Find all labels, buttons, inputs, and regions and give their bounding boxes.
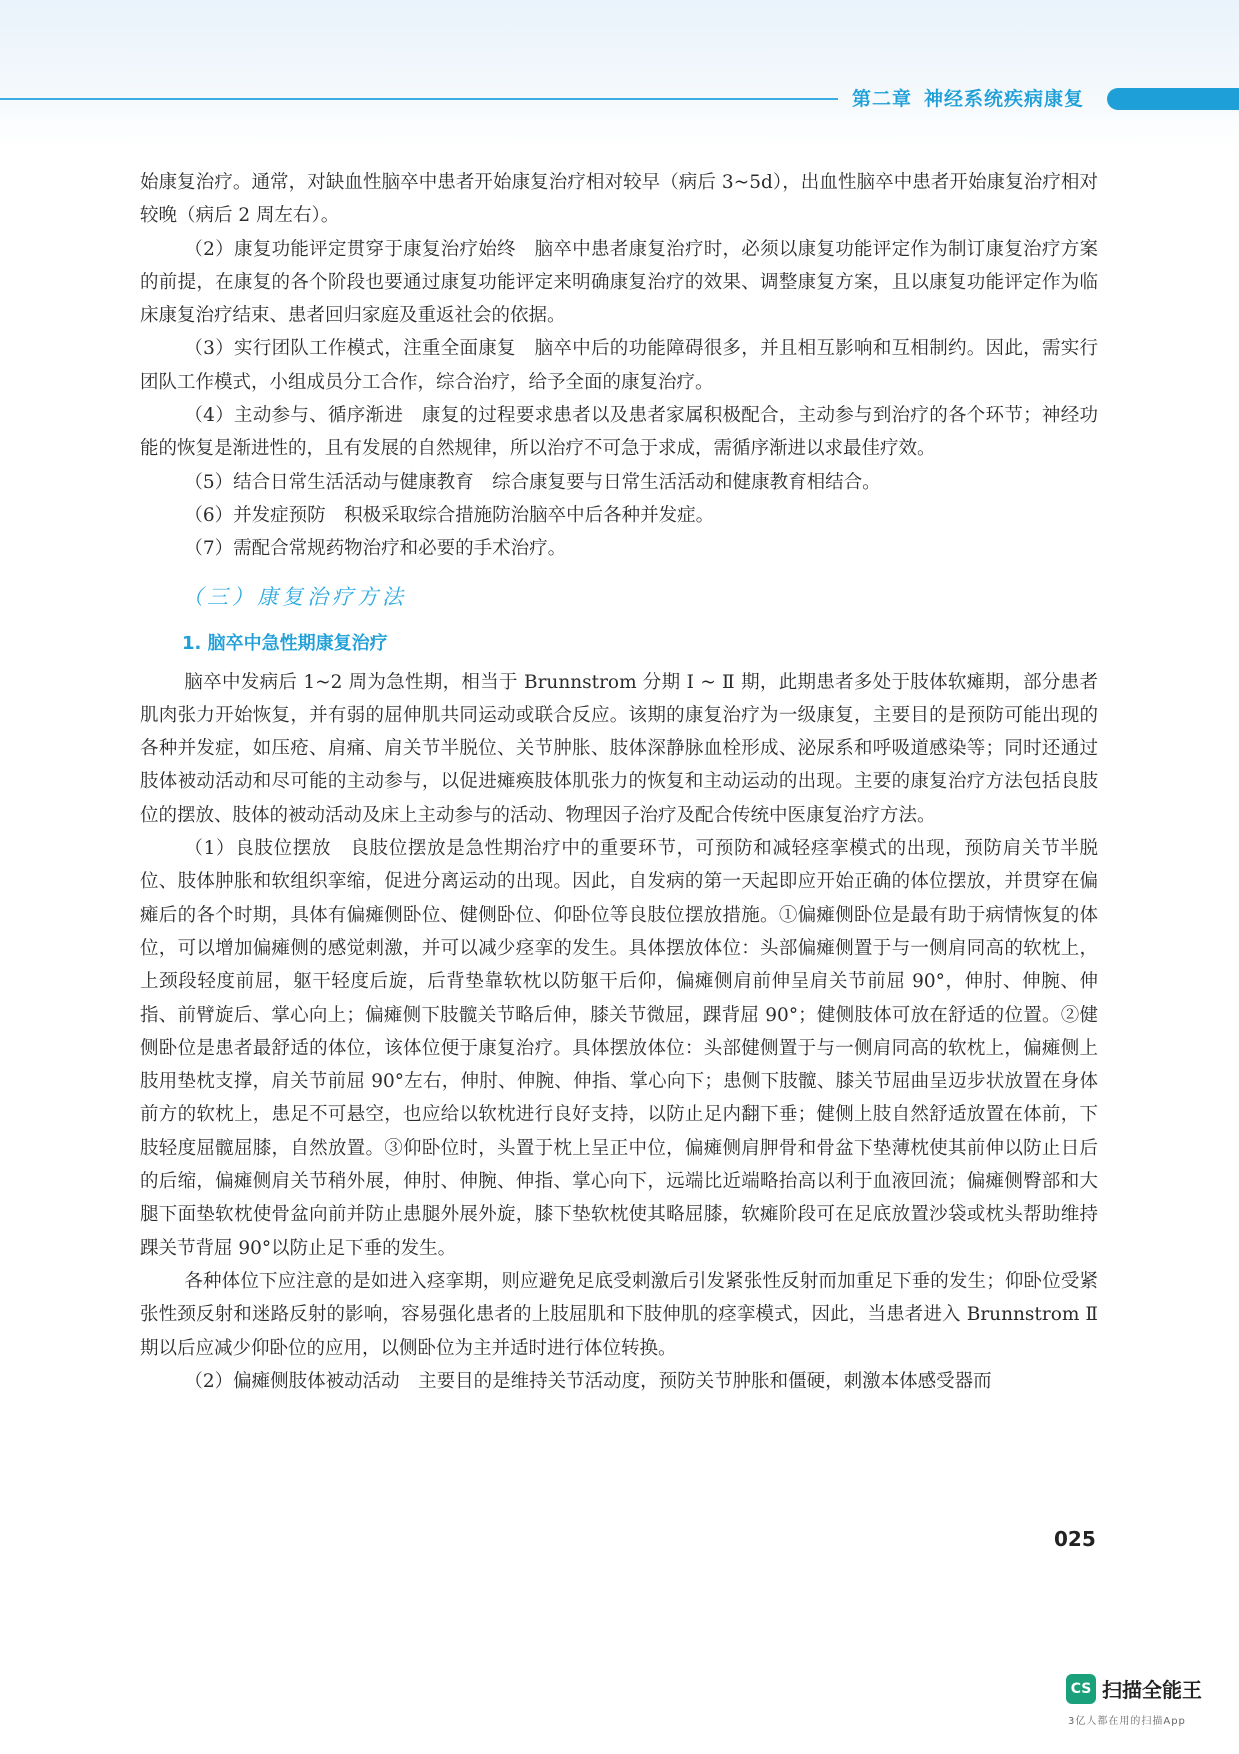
paragraph: （2）康复功能评定贯穿于康复治疗始终 脑卒中患者康复治疗时，必须以康复功能评定作为制订康复治疗方案的前提，在康复的各个阶段也要通过康复功能评定来明确康复治疗的效果、调整康复方案，且以康复功能评定作为临床康复治疗结束、患者回归家庭及重返社会的依据。 (140, 238, 1098, 327)
watermark-slogan: 3亿人都在用的扫描App (1068, 1716, 1186, 1727)
header-tab-decoration (1107, 88, 1239, 110)
header-band (0, 0, 1239, 150)
subsection-heading: 1. 脑卒中急性期康复治疗 (182, 632, 388, 654)
chapter-title: 神经系统疾病康复 (924, 88, 1085, 110)
paragraph: （4）主动参与、循序渐进 康复的过程要求患者以及患者家属积极配合，主动参与到治疗的各个环节；神经功能的恢复是渐进性的，且有发展的自然规律，所以治疗不可急于求成，需循序渐进以求最佳疗效。 (140, 405, 1098, 460)
camscanner-logo-icon: CS (1066, 1674, 1096, 1704)
running-header (852, 84, 1096, 111)
paragraph: （5）结合日常生活活动与健康教育 综合康复要与日常生活活动和健康教育相结合。 (184, 471, 881, 493)
paragraph: 始康复治疗。通常，对缺血性脑卒中患者开始康复治疗相对较早（病后 3~5d），出血性脑卒中患者开始康复治疗相对较晚（病后 2 周左右）。 (140, 172, 1098, 227)
header-rule (0, 98, 838, 100)
paragraph: （1）良肢位摆放 良肢位摆放是急性期治疗中的重要环节，可预防和减轻痉挛模式的出现，预防肩关节半脱位、肢体肿胀和软组织挛缩，促进分离运动的出现。因此，自发病的第一天起即应开始正确的体位摆放，并贯穿在偏瘫后的各个时期，具体有偏瘫侧卧位、健侧卧位、仰卧位等良肢位摆放措施。①偏瘫侧卧位是最有助于病情恢复的体位，可以增加偏瘫侧的感觉刺激，并可以减少痉挛的发生。具体摆放体位：头部偏瘫侧置于与一侧肩同高的软枕上，上颈段轻度前屈，躯干轻度后旋，后背垫靠软枕以防躯干后仰，偏瘫侧肩前伸呈肩关节前屈 90°，伸肘、伸腕、伸指、前臂旋后、掌心向上；偏瘫侧下肢髋关节略后伸，膝关节微屈，踝背屈 90°；健侧肢体可放在舒适的位置。②健侧卧位是患者最舒适的体位，该体位便于康复治疗。具体摆放体位：头部健侧置于与一侧肩同高的软枕上，偏瘫侧上肢用垫枕支撑，肩关节前屈 90°左右，伸肘、伸腕、伸指、掌心向下；患侧下肢髋、膝关节屈曲呈迈步状放置在身体前方的软枕上，患足不可悬空，也应给以软枕进行良好支持，以防止足内翻下垂；健侧上肢自然舒适放置在体前，下肢轻度屈髋屈膝，自然放置。③仰卧位时，头置于枕上呈正中位，偏瘫侧肩胛骨和骨盆下垫薄枕使其前伸以防止日后的后缩，偏瘫侧肩关节稍外展，伸肘、伸腕、伸指、掌心向下，远端比近端略抬高以利于血液回流；偏瘫侧臀部和大腿下面垫软枕使骨盆向前并防止患腿外展外旋，膝下垫软枕使其略屈膝，软瘫阶段可在足底放置沙袋或枕头帮助维持踝关节背屈 90°以防止足下垂的发生。 (140, 838, 1098, 1259)
page-body (140, 166, 1098, 1398)
paragraph: （7）需配合常规药物治疗和必要的手术治疗。 (184, 538, 567, 560)
paragraph: （6）并发症预防 积极采取综合措施防治脑卒中后各种并发症。 (184, 504, 715, 526)
paragraph: 各种体位下应注意的是如进入痉挛期，则应避免足底受刺激后引发紧张性反射而加重足下垂的发生；仰卧位受紧张性颈反射和迷路反射的影响，容易强化患者的上肢屈肌和下肢伸肌的痉挛模式，因此，当患者进入 Brunnstrom Ⅱ 期以后应减少仰卧位的应用，以侧卧位为主并适时进行体位转换。 (140, 1270, 1098, 1359)
paragraph: （3）实行团队工作模式，注重全面康复 脑卒中后的功能障碍很多，并且相互影响和互相制约。因此，需实行团队工作模式，小组成员分工合作，综合治疗，给予全面的康复治疗。 (140, 338, 1098, 393)
page-number: 025 (1054, 1527, 1096, 1551)
section-heading: （三）康复治疗方法 (182, 584, 407, 609)
chapter-label: 第二章 (852, 88, 913, 110)
watermark-name: 扫描全能王 (1102, 1678, 1202, 1702)
paragraph: 脑卒中发病后 1~2 周为急性期，相当于 Brunnstrom 分期 Ⅰ ~ Ⅱ 期，此期患者多处于肢体软瘫期，部分患者肌肉张力开始恢复，并有弱的屈伸肌共同运动或联合反应。该期的康复治疗为一级康复，主要目的是预防可能出现的各种并发症，如压疮、肩痛、肩关节半脱位、关节肿胀、肢体深静脉血栓形成、泌尿系和呼吸道感染等；同时还通过肢体被动活动和尽可能的主动参与，以促进瘫痪肢体肌张力的恢复和主动运动的出现。主要的康复治疗方法包括良肢位的摆放、肢体的被动活动及床上主动参与的活动、物理因子治疗及配合传统中医康复治疗方法。 (140, 671, 1098, 826)
paragraph: （2）偏瘫侧肢体被动活动 主要目的是维持关节活动度，预防关节肿胀和僵硬，刺激本体感受器而 (184, 1370, 992, 1392)
scanner-watermark (1066, 1672, 1236, 1742)
